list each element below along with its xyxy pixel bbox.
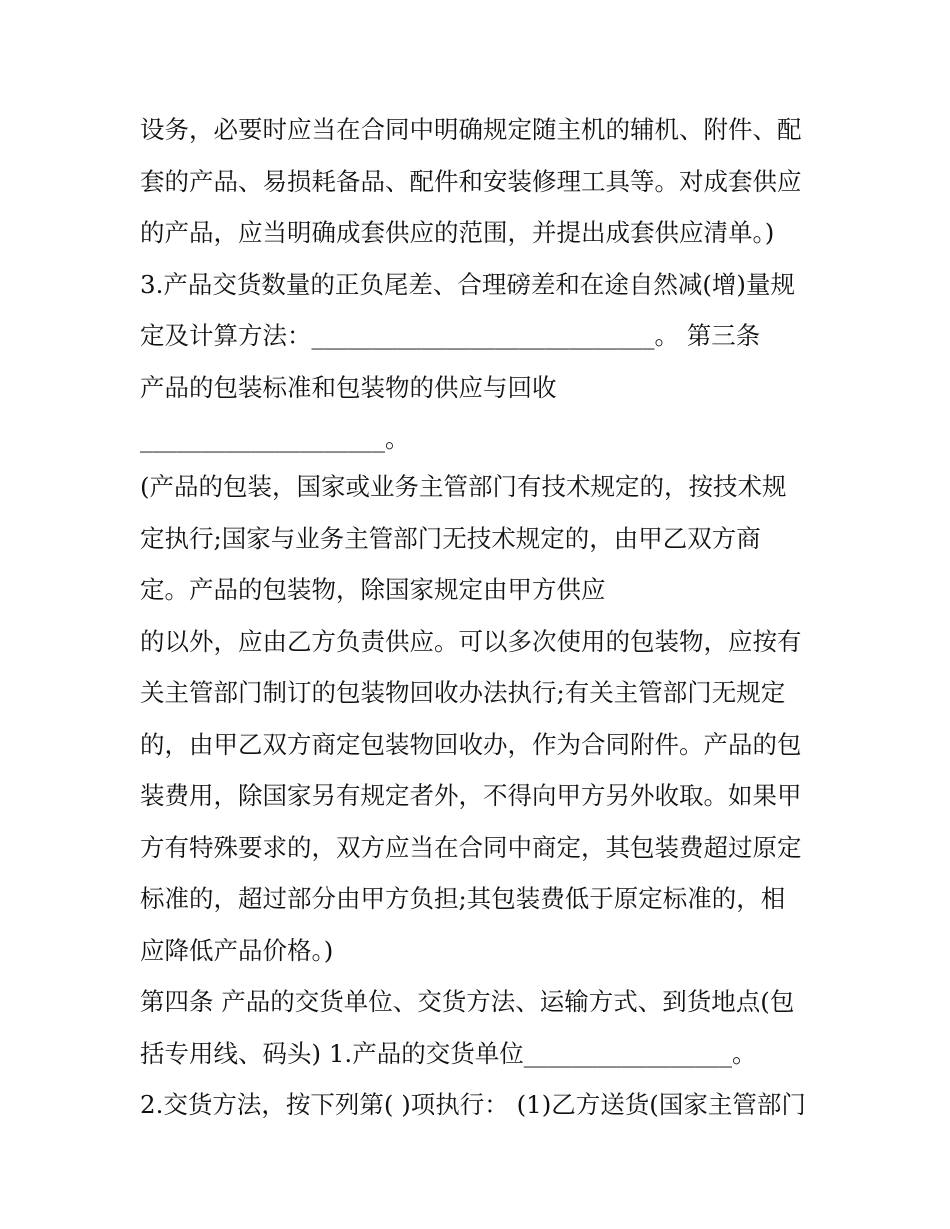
text-line-15: 方有特殊要求的，双方应当在合同中商定，其包装费超过原定 (140, 832, 802, 862)
text-line-12: 关主管部门制订的包装物回收办法执行;有关主管部门无规定 (140, 678, 786, 707)
text-line-1: 设务，必要时应当在合同中明确规定随主机的辅机、附件、配 (140, 115, 802, 144)
contract-text-body (140, 104, 820, 1131)
text-line-14: 装费用，除国家另有规定者外，不得向甲方另外收取。如果甲 (140, 781, 802, 810)
text-line-18: 第四条 产品的交货单位、交货方法、运输方式、到货地点(包 (140, 987, 795, 1016)
text-line-9: 定执行;国家与业务主管部门无技术规定的，由甲乙双方商 (140, 523, 761, 553)
text-line-2: 套的产品、易损耗备品、配件和安装修理工具等。对成套供应 (140, 166, 802, 196)
text-line-17: 应降低产品价格。) (140, 935, 334, 965)
section-heading-line: 产品的包装标准和包装物的供应与回收 (140, 372, 557, 402)
text-line-5: 定及计算方法：____________________________。 第三条 (140, 321, 761, 350)
text-line-11: 的以外，应由乙方负责供应。可以多次使用的包装物，应按有 (140, 626, 802, 656)
blank-fill-line: ____________________。 (140, 424, 410, 453)
text-line-4: 3.产品交货数量的正负尾差、合理磅差和在途自然减(增)量规 (140, 269, 795, 299)
text-line-16: 标准的，超过部分由甲方负担;其包装费低于原定标准的，相 (140, 884, 786, 913)
text-line-10: 定。产品的包装物，除国家规定由甲方供应 (140, 575, 606, 604)
text-line-19: 括专用线、码头) 1.产品的交货单位_________________。 (140, 1038, 757, 1068)
text-line-8: (产品的包装，国家或业务主管部门有技术规定的，按技术规 (140, 472, 787, 501)
text-line-13: 的，由甲乙双方商定包装物回收办，作为合同附件。产品的包 (140, 729, 802, 759)
text-line-20: 2.交货方法，按下列第( )项执行： (1)乙方送货(国家主管部门 (140, 1090, 806, 1119)
text-line-3: 的产品，应当明确成套供应的范围，并提出成套供应清单。) (140, 218, 775, 247)
